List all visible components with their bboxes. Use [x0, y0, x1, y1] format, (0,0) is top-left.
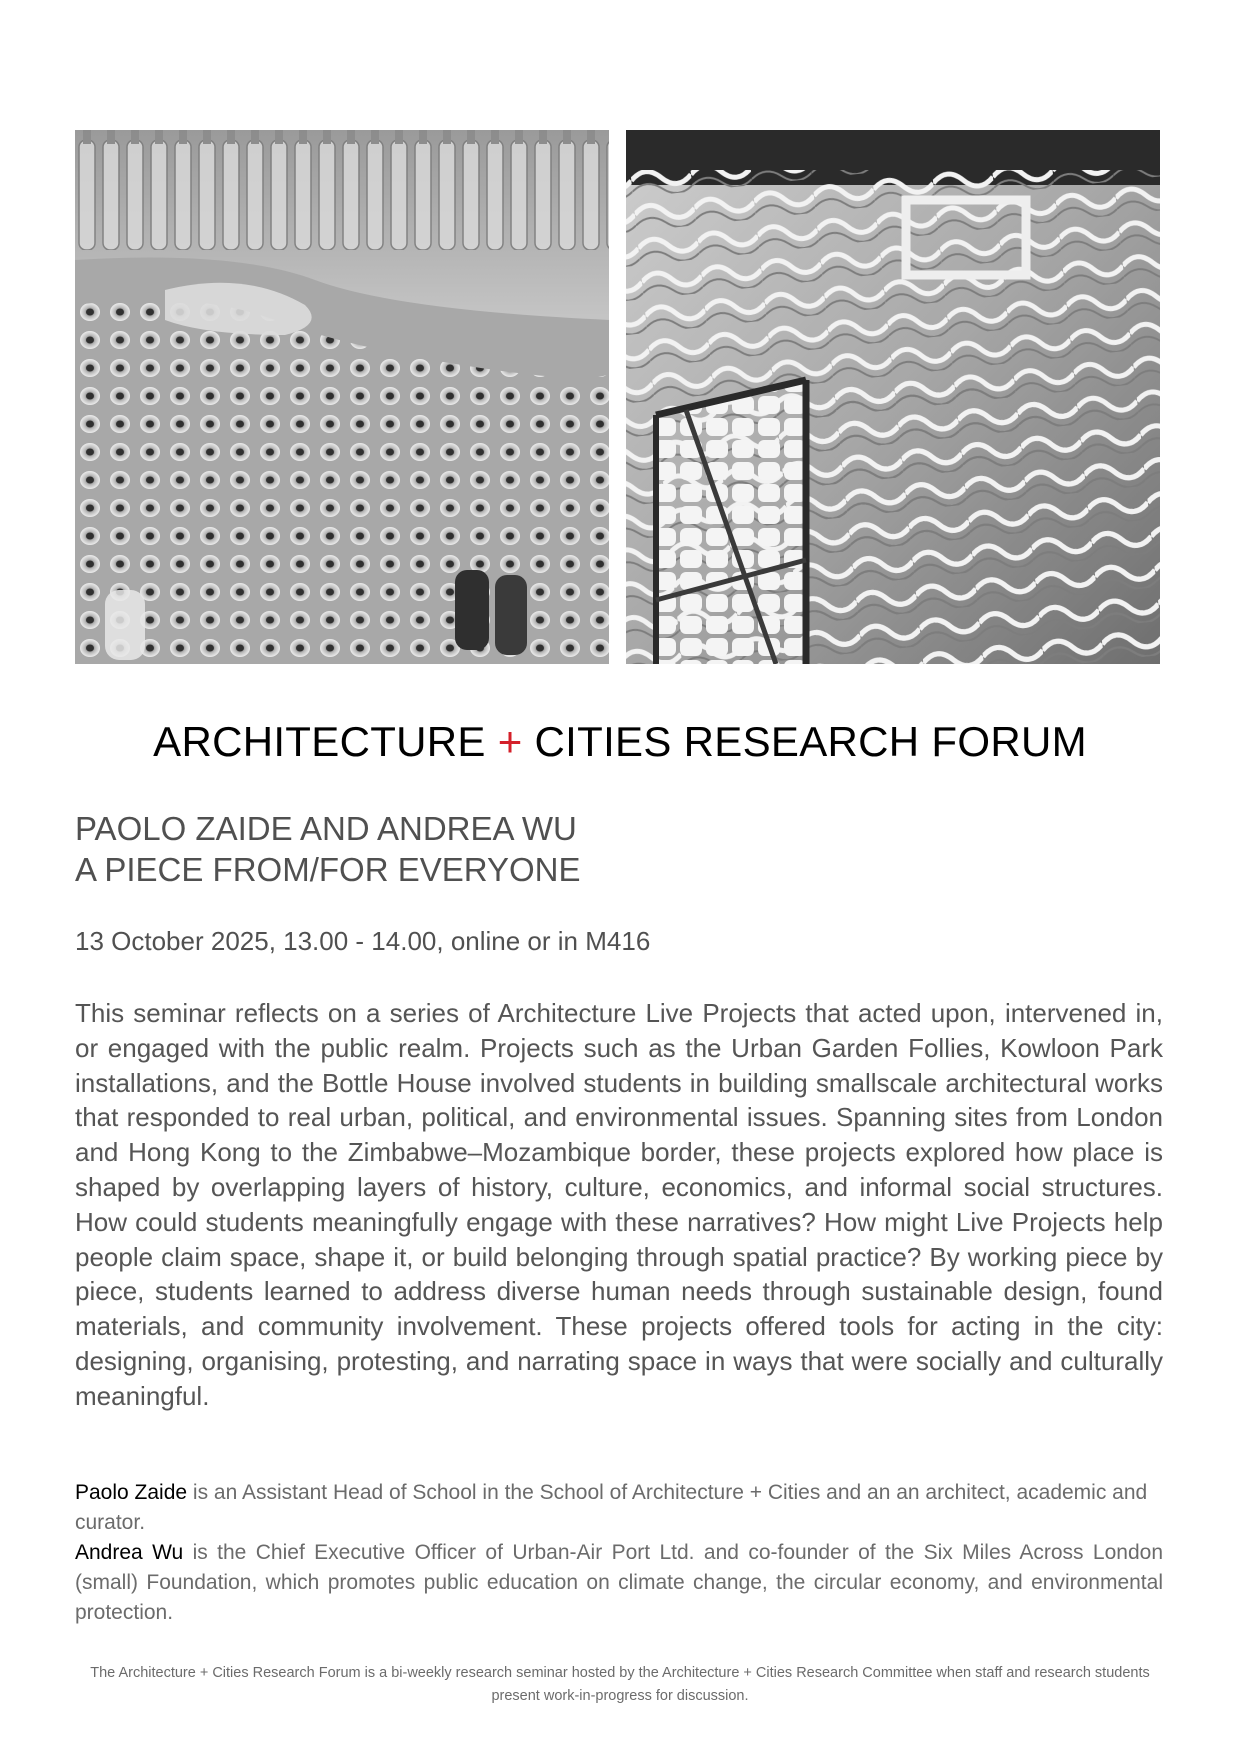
photo-icon: [626, 130, 1160, 664]
speaker-name-paolo: Paolo Zaide: [75, 1481, 188, 1504]
photo-icon: [75, 130, 609, 664]
abstract: This seminar reflects on a series of Architecture Live Projects that acted upon, intervened in, or engaged with the public realm. Projects such as the Urban Garden Follies, Kowloon Park installations, and the Bottle House involved students in building smallscale architectural works that responded to real urban, political, and environmental issues. Spanning sites from London and Hong Kong to the Zimbabwe–Mozambique border, these projects explored how place is shaped by overlapping layers of history, culture, economics, and informal social structures. How could students meaningfully engage with these narratives? How might Live Projects help people claim space, shape it, or build belonging through spatial practice? By working piece by piece, students learned to address diverse human needs through sustainable design, found materials, and community involvement. These projects offered tools for acting in the city: designing, organising, protesting, and narrating space in ways that were socially and culturally meaningful.: [75, 998, 1163, 1411]
event-details: 13 October 2025, 13.00 - 14.00, online or in M416: [75, 926, 651, 956]
seminar-heading: [75, 808, 1165, 890]
speakers-heading: PAOLO ZAIDE AND ANDREA WU: [75, 810, 577, 847]
speaker-bio-andrea: [75, 1538, 1163, 1628]
bottle-wall-photo: [626, 130, 1160, 664]
speaker-bio-text-andrea: is the Chief Executive Officer of Urban-Air Port Ltd. and co-founder of the Six Miles Across London (small) Foundation, which promotes public education on climate change, the circular economy, and environmental protection.: [75, 1541, 1164, 1624]
speaker-name-andrea: Andrea Wu: [75, 1541, 184, 1564]
forum-title: [0, 718, 1240, 766]
talk-title: A PIECE FROM/FOR EVERYONE: [75, 851, 581, 888]
speaker-bio-paolo: [75, 1478, 1163, 1538]
speaker-bio-text-paolo: is an Assistant Head of School in the School of Architecture + Cities and an an architect, academic and curator.: [75, 1481, 1148, 1534]
title-part-1: ARCHITECTURE: [153, 718, 486, 765]
forum-footer-note: The Architecture + Cities Research Forum is a bi-weekly research seminar hosted by the Architecture + Cities Research Committee when staff and research students present work-in-progress for discussion.: [90, 1665, 1150, 1704]
title-plus: +: [497, 718, 523, 765]
title-part-2: CITIES RESEARCH FORUM: [534, 718, 1087, 765]
bottles-photo: [75, 130, 609, 664]
